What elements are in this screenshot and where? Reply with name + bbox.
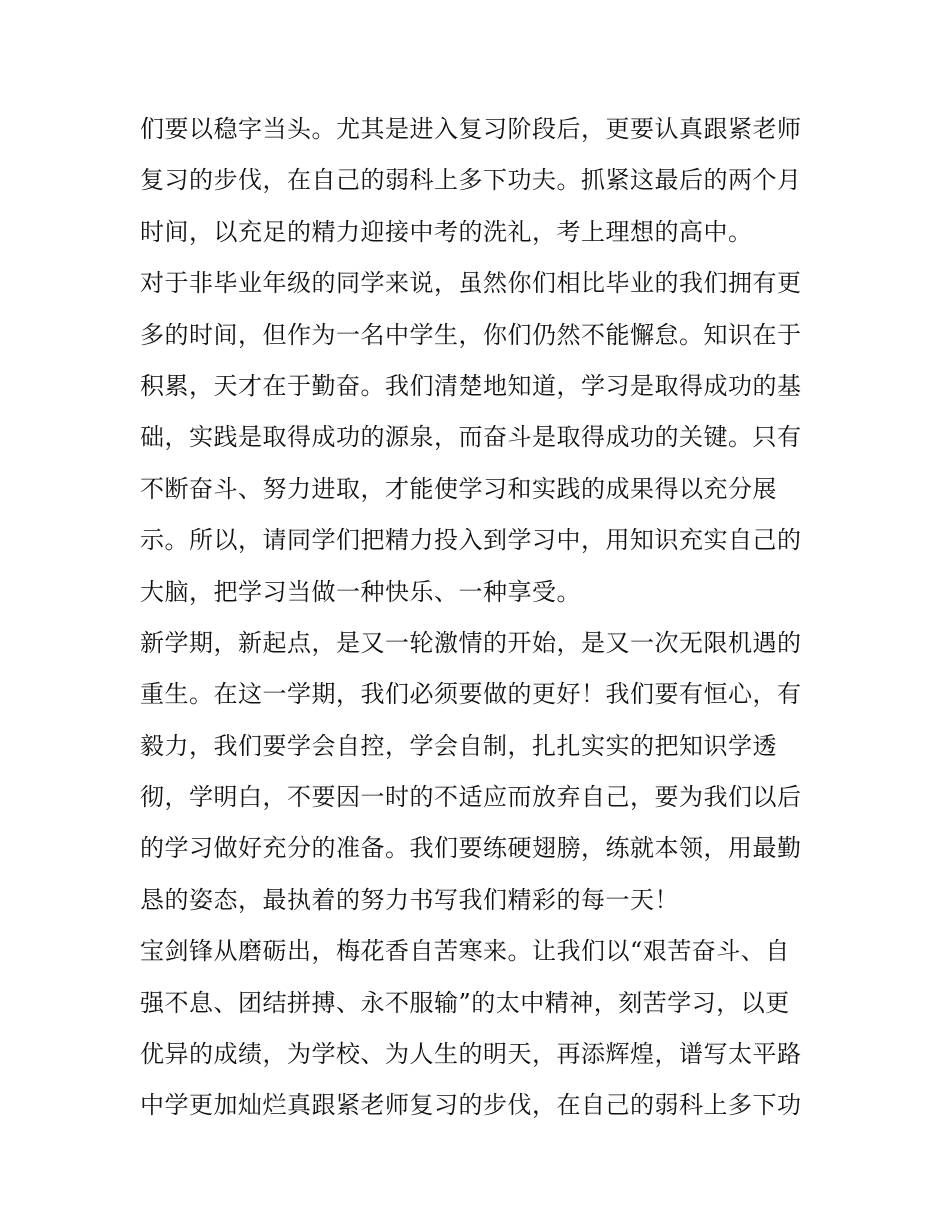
text-line: 们要以稳字当头。尤其是进入复习阶段后，更要认真跟紧老师: [140, 115, 802, 143]
text-line: 强不息、团结拼搏、永不服输”的太中精神，刻苦学习，以更: [140, 988, 790, 1017]
text-line: 新学期，新起点，是又一轮激情的开始，是又一次无限机遇的: [140, 628, 802, 657]
text-line: 大脑，把学习当做一种快乐、一种享受。: [140, 577, 581, 606]
text-line: 积累，天才在于勤奋。我们清楚地知道，学习是取得成功的基: [140, 371, 802, 400]
text-line: 重生。在这一学期，我们必须要做的更好！我们要有恒心，有: [140, 680, 802, 709]
text-line: 毅力，我们要学会自控，学会自制，扎扎实实的把知识学透: [140, 731, 777, 760]
text-line: 优异的成绩，为学校、为人生的明天，再添辉煌，谱写太平路: [140, 1040, 802, 1069]
text-line: 中学更加灿烂真跟紧老师复习的步伐，在自己的弱科上多下功: [140, 1091, 802, 1120]
text-line: 示。所以，请同学们把精力投入到学习中，用知识充实自己的: [140, 526, 802, 555]
text-line: 多的时间，但作为一名中学生，你们仍然不能懈怠。知识在于: [140, 320, 802, 349]
text-line: 恳的姿态，最执着的努力书写我们精彩的每一天！: [140, 885, 679, 914]
body-text: [140, 104, 820, 1132]
text-line: 宝剑锋从磨砺出，梅花香自苦寒来。让我们以“艰苦奋斗、自: [140, 937, 790, 966]
text-line: 彻，学明白，不要因一时的不适应而放弃自己，要为我们以后: [140, 783, 802, 812]
text-line: 对于非毕业年级的同学来说，虽然你们相比毕业的我们拥有更: [140, 269, 802, 298]
text-line: 复习的步伐，在自己的弱科上多下功夫。抓紧这最后的两个月: [140, 166, 802, 195]
text-line: 不断奋斗、努力进取，才能使学习和实践的成果得以充分展: [140, 474, 777, 503]
text-line: 础，实践是取得成功的源泉，而奋斗是取得成功的关键。只有: [140, 423, 802, 452]
text-line: 时间，以充足的精力迎接中考的洗礼，考上理想的高中。: [140, 217, 753, 246]
text-line: 的学习做好充分的准备。我们要练硬翅膀，练就本领，用最勤: [140, 834, 802, 863]
